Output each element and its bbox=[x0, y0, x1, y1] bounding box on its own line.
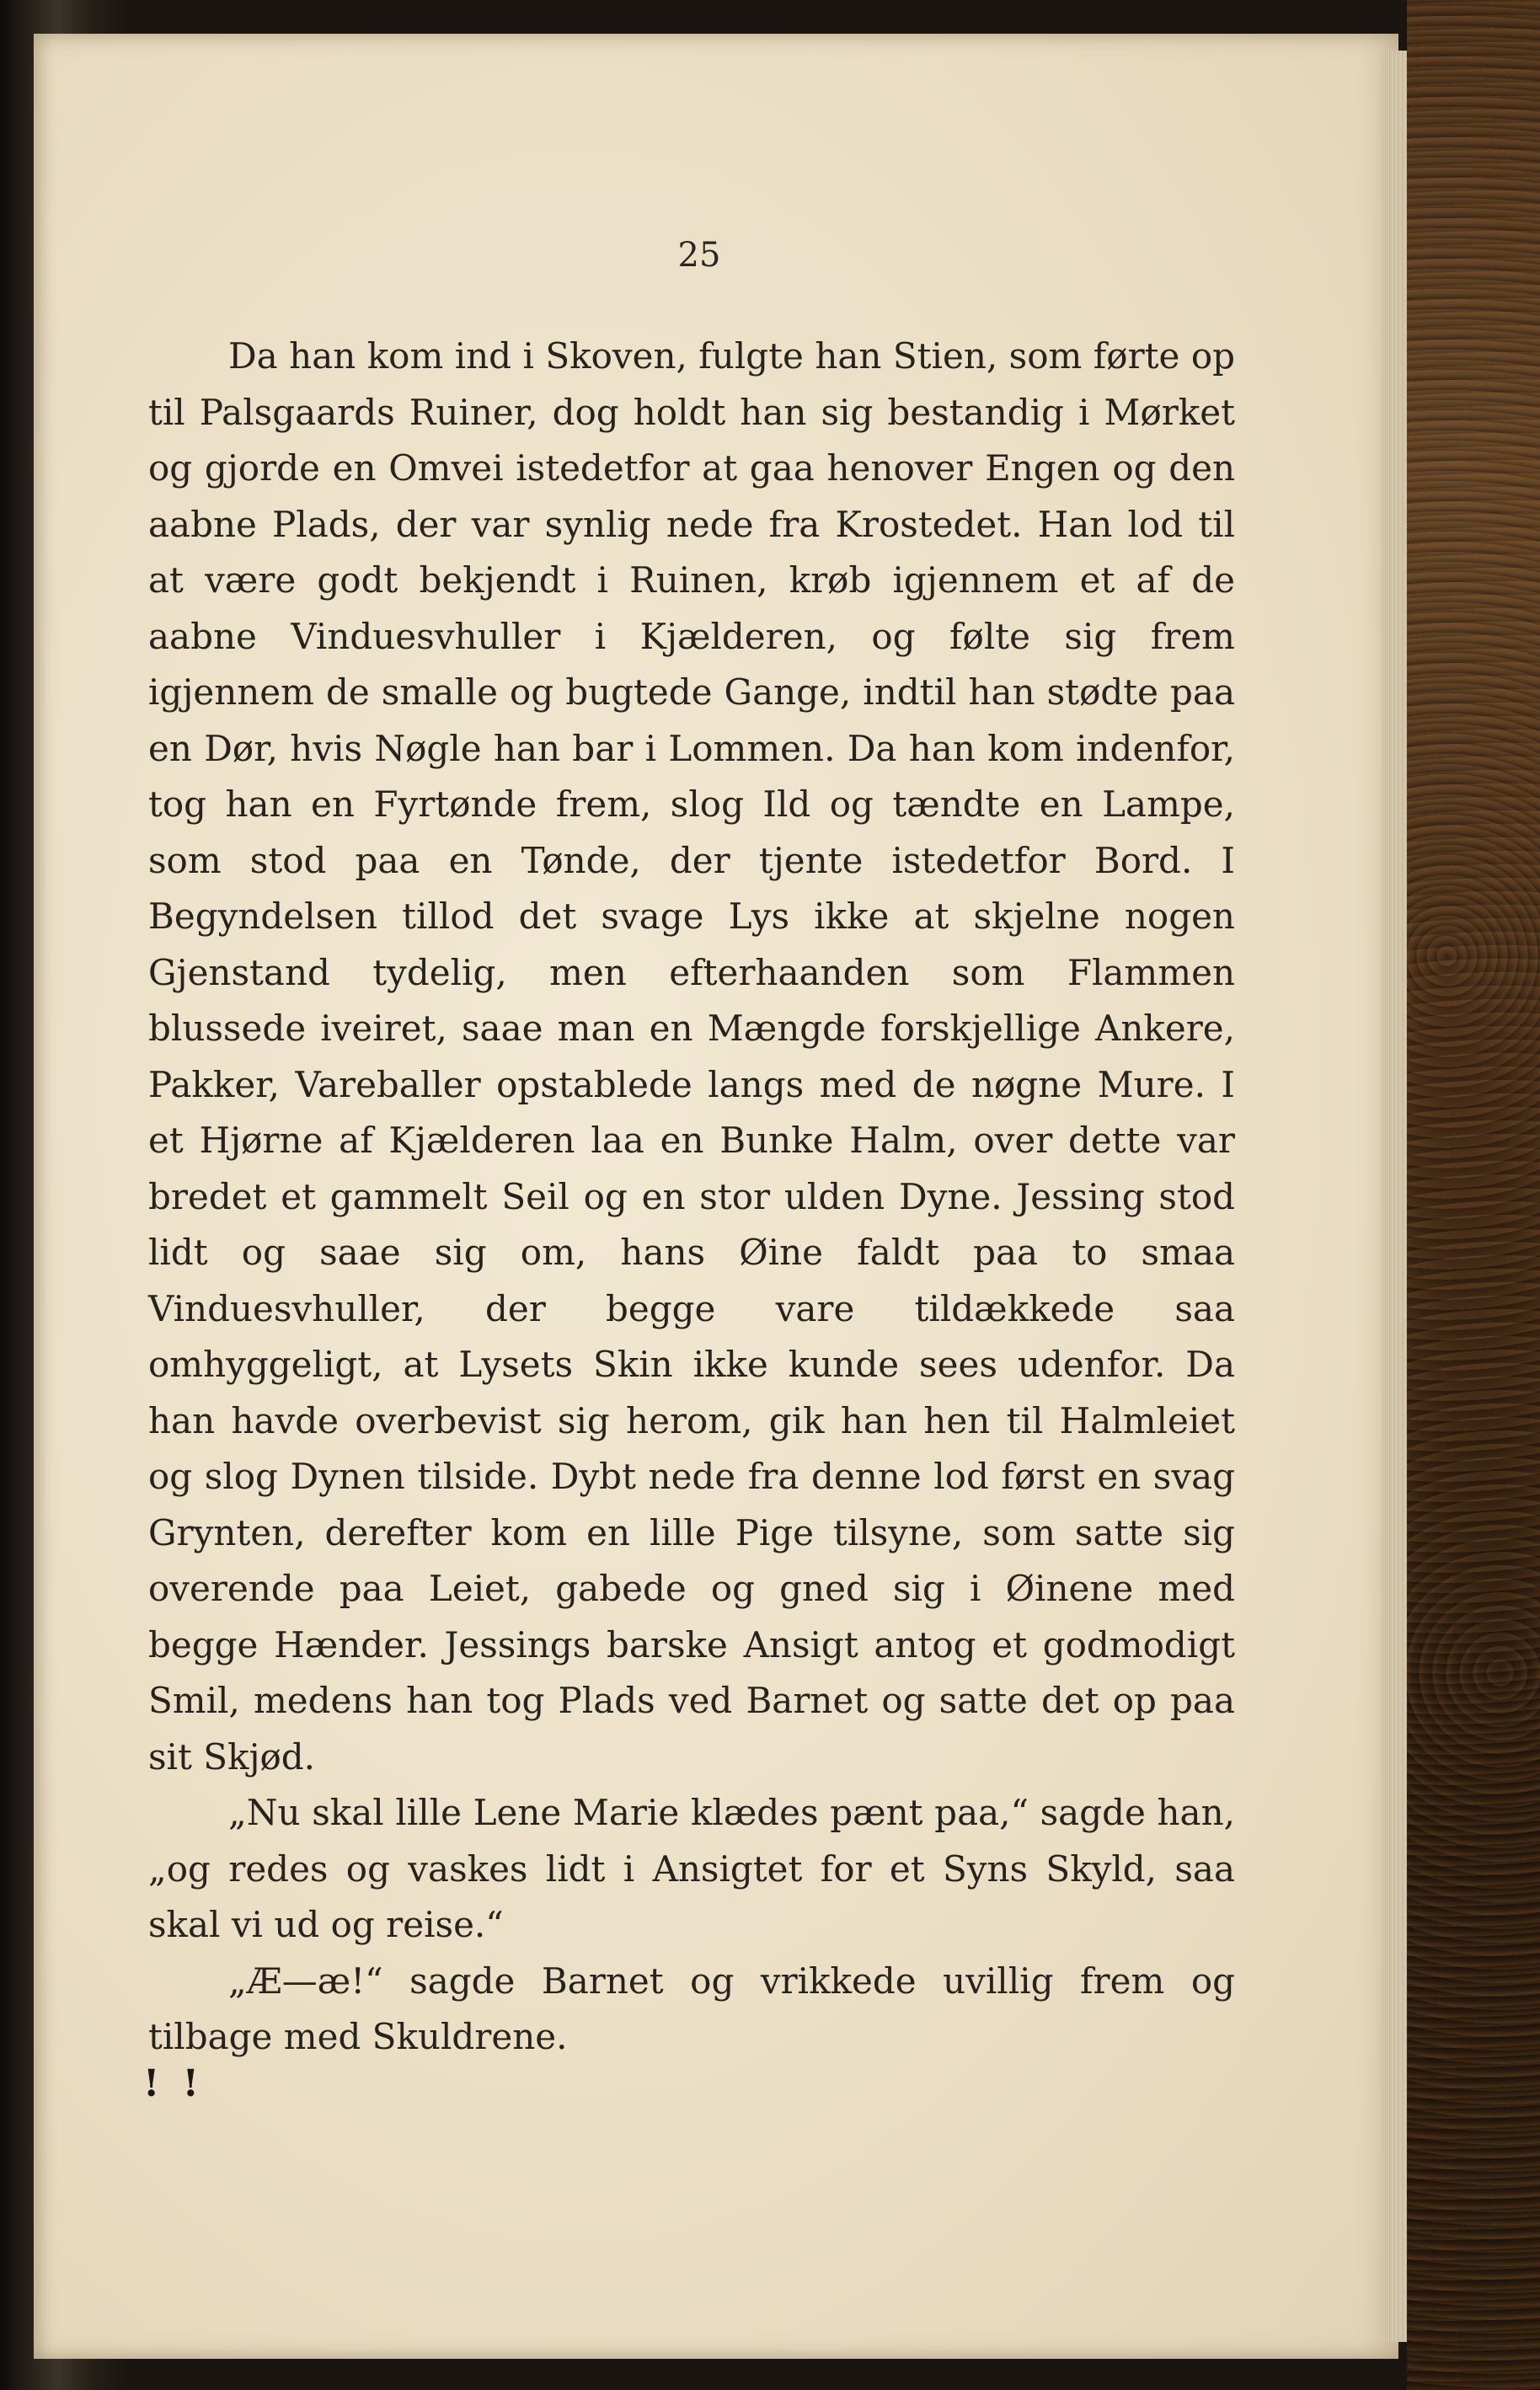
paragraph-3: „Æ—æ!“ sagde Barnet og vrikkede uvillig frem og tilbage med Skuldrene. bbox=[148, 1960, 1235, 2057]
paragraph-2: „Nu skal lille Lene Marie klædes pænt paa,“ sagde han, „og redes og vaskes lidt i Ansigtet for et Syns Skyld, saa skal vi ud og reise.“ bbox=[148, 1792, 1235, 1945]
paragraph-1: Da han kom ind i Skoven, fulgte han Stien, som førte op til Palsgaards Ruiner, dog holdt han sig bestandig i Mørket og gjorde en Omvei istedetfor at gaa henover Engen og den aabne Plads, der var synlig nede fra Krostedet. Han lod til at være godt bekjendt i Ruinen, krøb igjennem et af de aabne Vinduesvhuller i Kjælderen, og følte sig frem igjennem de smalle og bugtede Gange, indtil han stødte paa en Dør, hvis Nøgle han bar i Lommen. Da han kom indenfor, tog han en Fyrtønde frem, slog Ild og tændte en Lampe, som stod paa en Tønde, der tjente istedetfor Bord. I Begyndelsen tillod det svage Lys ikke at skjelne nogen Gjenstand tydelig, men efterhaanden som Flammen blussede iveiret, saae man en Mængde forskjellige Ankere, Pakker, Vareballer opstablede langs med de nøgne Mure. I et Hjørne af Kjælderen laa en Bunke Halm, over dette var bredet et gammelt Seil og en stor ulden Dyne. Jessing stod lidt og saae sig om, hans Øine faldt paa to smaa Vinduesvhuller, der begge vare tildækkede saa omhyggeligt, at Lysets Skin ikke kunde sees udenfor. Da han havde overbevist sig herom, gik han hen til Halmleiet og slog Dynen tilside. Dybt nede fra denne lod først en svag Grynten, derefter kom en lille Pige tilsyne, som satte sig overende paa Leiet, gabede og gned sig i Øinene med begge Hænder. Jessings barske Ansigt antog et godmodigt Smil, medens han tog Plads ved Barnet og satte det op paa sit Skjød. bbox=[148, 335, 1235, 1778]
page-edges bbox=[1382, 51, 1407, 2342]
book-page bbox=[34, 34, 1398, 2359]
page-number: 25 bbox=[677, 236, 721, 275]
margin-mark: ! ! bbox=[143, 2062, 204, 2105]
page-text bbox=[148, 329, 1235, 2066]
marbled-board bbox=[1407, 0, 1540, 2390]
